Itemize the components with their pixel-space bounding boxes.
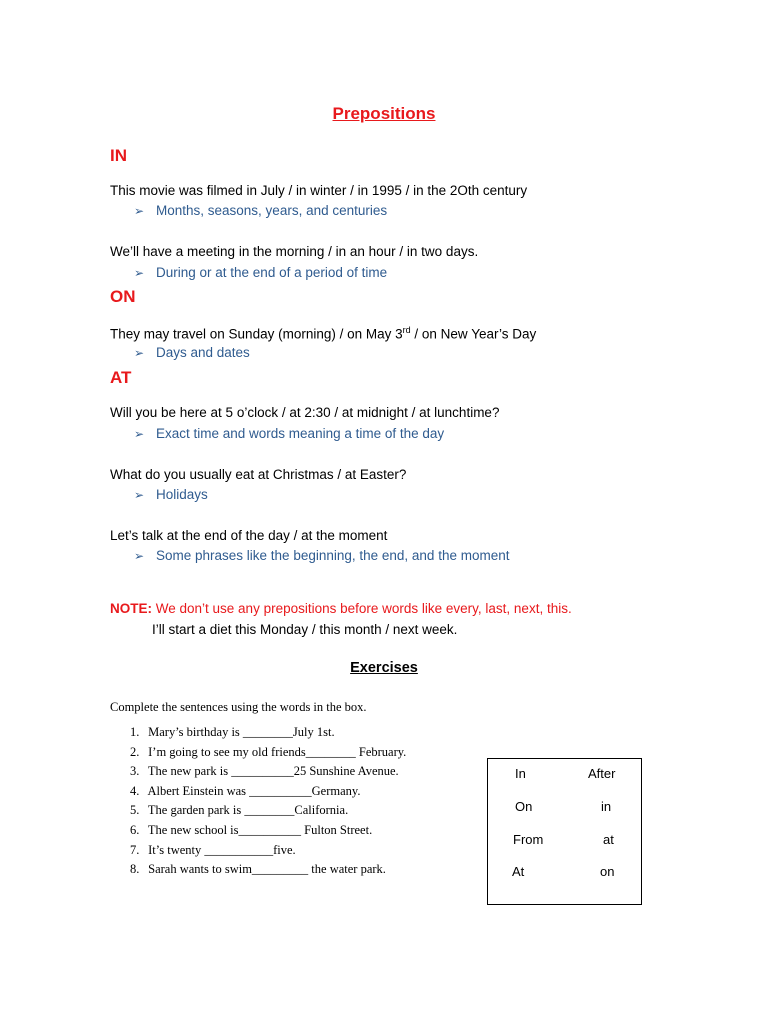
item-number: 7.	[130, 842, 140, 857]
exercise-item	[130, 762, 406, 782]
example-sentence: Will you be here at 5 o’clock / at 2:30 / at midnight / at lunchtime?	[110, 405, 500, 420]
rule-bullet	[134, 345, 250, 360]
exercise-item	[130, 841, 406, 861]
note-text: We don’t use any prepositions before words like every, last, next, this.	[152, 601, 572, 616]
rule-bullet	[134, 203, 387, 218]
rule-bullet	[134, 487, 208, 502]
sentence-part: They may travel on Sunday (morning) / on May 3	[110, 326, 403, 342]
exercise-item	[130, 743, 406, 763]
exercise-item	[130, 860, 406, 880]
word-box-word: at	[603, 832, 614, 847]
example-sentence: This movie was filmed in July / in winter / in 1995 / in the 2Oth century	[110, 183, 528, 198]
example-sentence: Let’s talk at the end of the day / at the moment	[110, 528, 388, 543]
heading-at: AT	[110, 368, 132, 387]
rule-bullet	[134, 426, 444, 441]
item-number: 6.	[130, 822, 140, 837]
exercises-title: Exercises	[350, 660, 418, 676]
item-number: 2.	[130, 744, 140, 759]
exercise-item	[130, 801, 406, 821]
note	[110, 601, 572, 616]
page-title: Prepositions	[332, 104, 436, 123]
arrowhead-bullet-icon: ➢	[134, 488, 145, 502]
exercise-item	[130, 723, 406, 743]
item-number: 8.	[130, 862, 140, 877]
rule-text: Days and dates	[156, 345, 250, 360]
word-box-word: At	[512, 864, 525, 879]
item-text: I’m going to see my old friends________ February.	[148, 744, 407, 759]
item-number: 5.	[130, 803, 140, 818]
rule-text: Some phrases like the beginning, the end, and the moment	[156, 548, 510, 563]
note-label: NOTE:	[110, 601, 152, 616]
exercise-item	[130, 782, 406, 802]
rule-text: Months, seasons, years, and centuries	[156, 203, 388, 218]
item-text: It’s twenty ___________five.	[148, 842, 296, 857]
word-box-word: on	[600, 864, 615, 879]
rule-bullet	[134, 548, 509, 563]
example-sentence	[110, 325, 536, 342]
note-example: I’ll start a diet this Monday / this month / next week.	[152, 622, 458, 637]
arrowhead-bullet-icon: ➢	[134, 346, 145, 360]
item-text: Mary’s birthday is ________July 1st.	[148, 725, 335, 739]
heading-on: ON	[110, 287, 136, 306]
arrowhead-bullet-icon: ➢	[134, 427, 145, 441]
word-box-word: In	[515, 766, 526, 781]
word-box-word: After	[588, 766, 616, 781]
exercise-list	[130, 723, 406, 880]
heading-in: IN	[110, 146, 127, 165]
item-text: The new park is __________25 Sunshine Avenue.	[147, 764, 399, 779]
item-number: 1.	[130, 725, 140, 739]
ordinal-suffix: rd	[402, 325, 411, 335]
sentence-part: / on New Year’s Day	[410, 326, 537, 342]
rule-text: Holidays	[156, 487, 208, 502]
arrowhead-bullet-icon: ➢	[134, 204, 145, 218]
rule-text: During or at the end of a period of time	[156, 265, 388, 280]
rule-bullet	[134, 265, 387, 280]
arrowhead-bullet-icon: ➢	[134, 549, 145, 563]
item-text: Sarah wants to swim_________ the water park.	[148, 862, 386, 877]
example-sentence: What do you usually eat at Christmas / at Easter?	[110, 467, 407, 482]
item-number: 3.	[130, 764, 140, 779]
example-sentence: We’ll have a meeting in the morning / in an hour / in two days.	[110, 244, 479, 259]
word-box	[487, 758, 642, 905]
word-box-word: On	[515, 799, 533, 814]
item-number: 4.	[130, 783, 140, 798]
word-box-word: in	[601, 799, 612, 814]
exercise-item	[130, 821, 406, 841]
item-text: Albert Einstein was __________Germany.	[147, 783, 361, 798]
word-box-word: From	[513, 832, 544, 847]
arrowhead-bullet-icon: ➢	[134, 266, 145, 280]
exercise-instructions: Complete the sentences using the words in the box.	[110, 700, 367, 714]
item-text: The garden park is ________California.	[147, 803, 349, 818]
item-text: The new school is__________ Fulton Street.	[147, 822, 373, 837]
rule-text: Exact time and words meaning a time of the day	[156, 426, 445, 441]
